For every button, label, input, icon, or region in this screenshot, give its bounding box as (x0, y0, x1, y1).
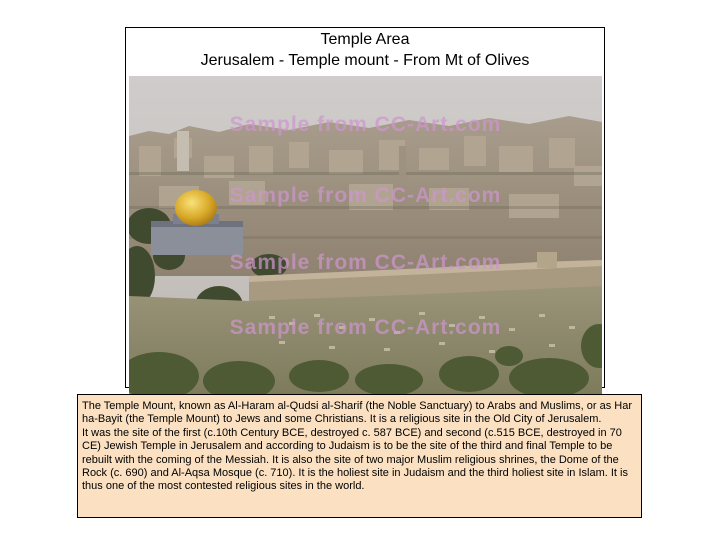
tower (177, 131, 189, 171)
watermark-3: Sample from CC-Art.com (229, 251, 502, 274)
minaret (399, 146, 406, 184)
caption-box (77, 394, 642, 518)
jerusalem-photo (129, 76, 602, 398)
title-block (126, 30, 604, 70)
caption-paragraph-2: It was the site of the first (c.10th Century BCE, destroyed c. 587 BCE) and second (c.515 BCE, destroyed in 70 CE) Jewish Temple in Jerusalem and according to Judaism is to be the site of the third and final Temple to be rebuilt with the coming of the Messiah. It is also the site of two major Muslim religious shrines, the Dome of the Rock (c. 690) and Al-Aqsa Mosque (c. 710). It is the holiest site in Judaism and the third holiest site in Islam. It is thus one of the most contested religious sites in the world. (82, 426, 628, 493)
caption-paragraph-1: The Temple Mount, known as Al-Haram al-Qudsi al-Sharif (the Noble Sanctuary) to Arabs and Muslims, or as Har ha-Bayit (the Temple Mount) to Jews and some Christians. It is a religious site in the Old City of Jerusalem. (82, 400, 633, 426)
watermark-2: Sample from CC-Art.com (229, 184, 502, 207)
slide-title: Temple Area (320, 31, 410, 48)
slide-subtitle: Jerusalem - Temple mount - From Mt of Olives (200, 52, 530, 69)
watermark-1: Sample from CC-Art.com (229, 113, 502, 136)
photo-frame (125, 27, 605, 388)
watermark-4: Sample from CC-Art.com (229, 316, 502, 339)
